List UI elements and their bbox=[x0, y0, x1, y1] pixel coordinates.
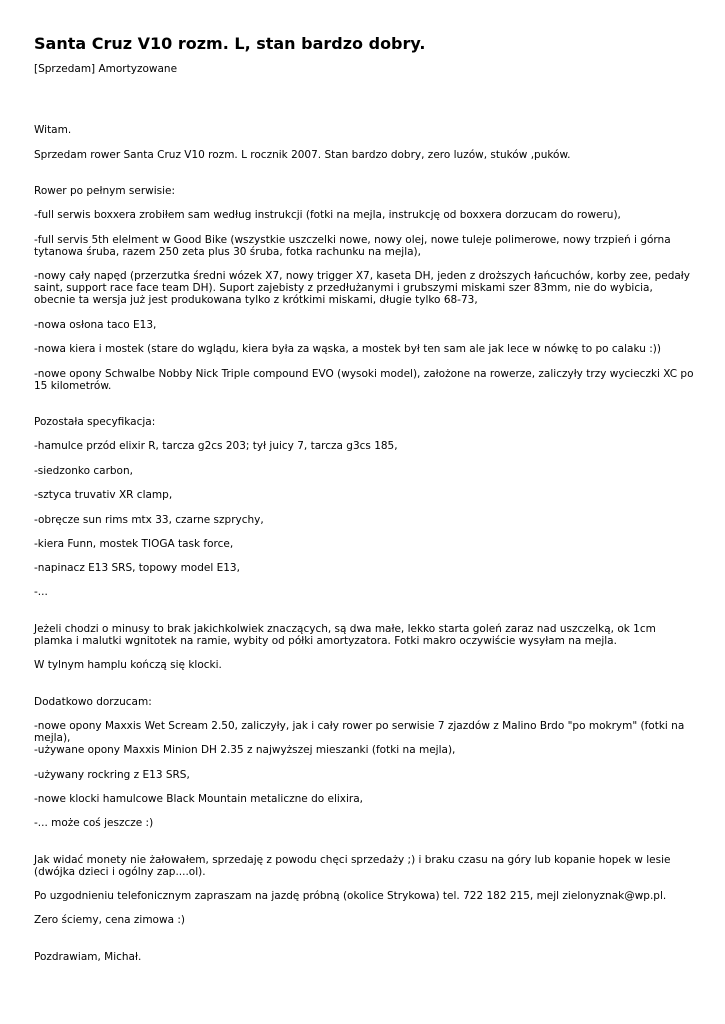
list-item-service-5th-element: -full servis 5th elelment w Good Bike (wszystkie uszczelki nowe, nowy olej, nowe tuleje polimerowe, nowy trzpień i górna tytanowa śruba, razem 250 zeta plus 30 śruba, fotka rachunku na mejla), bbox=[34, 234, 671, 258]
listing-category: [Sprzedam] Amortyzowane bbox=[34, 63, 178, 75]
brake-pads-note: W tylnym hamplu kończą się klocki. bbox=[34, 659, 222, 671]
price-note: Zero ściemy, cena zimowa :) bbox=[34, 914, 185, 926]
section-heading-spec: Pozostała specyfikacja: bbox=[34, 416, 156, 428]
intro-paragraph: Sprzedam rower Santa Cruz V10 rozm. L rocznik 2007. Stan bardzo dobry, zero luzów, stuków ,puków. bbox=[34, 149, 571, 161]
list-item-rims: -obręcze sun rims mtx 33, czarne szprychy, bbox=[34, 514, 264, 526]
section-heading-extras: Dodatkowo dorzucam: bbox=[34, 696, 152, 708]
list-item-drivetrain: -nowy cały napęd (przerzutka średni wózek X7, nowy trigger X7, kaseta DH, jeden z droższych łańcuchów, korby zee, pedały saint, support race face team DH). Suport zajebisty z przedłużanymi i grubszymi miskami szer 83mm, nie do wybicia, obecnie ta wersja już jest produkowana tylko z krótkimi miskami, długie tylko 68-73, bbox=[34, 270, 690, 306]
listing-title: Santa Cruz V10 rozm. L, stan bardzo dobry. bbox=[34, 34, 426, 53]
greeting: Witam. bbox=[34, 124, 72, 136]
list-item-ellipsis: -... bbox=[34, 586, 48, 598]
list-item-tires-schwalbe: -nowe opony Schwalbe Nobby Nick Triple compound EVO (wysoki model), założone na rowerze, zaliczyły trzy wycieczki XC po 15 kilometrów. bbox=[34, 368, 694, 392]
list-item-tensioner: -napinacz E13 SRS, topowy model E13, bbox=[34, 562, 240, 574]
list-item-service-boxxer: -full serwis boxxera zrobiłem sam według instrukcji (fotki na mejla, instrukcję od boxxera dorzucam do roweru), bbox=[34, 209, 621, 221]
list-item-taco: -nowa osłona taco E13, bbox=[34, 319, 157, 331]
list-item-brakes: -hamulce przód elixir R, tarcza g2cs 203; tył juicy 7, tarcza g3cs 185, bbox=[34, 440, 398, 452]
reason-paragraph: Jak widać monety nie żałowałem, sprzedaję z powodu chęci sprzedaży ;) i braku czasu na góry lub kopanie hopek w lesie (dwójka dzieci i ogólny zap....ol). bbox=[34, 854, 671, 878]
list-item-extra-wet-scream: -nowe opony Maxxis Wet Scream 2.50, zaliczyły, jak i cały rower po serwisie 7 zjazdów z Malino Brdo "po mokrym" (fotki na mejla), bbox=[34, 720, 685, 744]
list-item-extra-minion: -używane opony Maxxis Minion DH 2.35 z najwyższej mieszanki (fotki na mejla), bbox=[34, 744, 456, 756]
list-item-bar-stem: -nowa kiera i mostek (stare do wglądu, kiera była za wąska, a mostek był ten sam ale jak lece w nówkę to po calaku :)) bbox=[34, 343, 661, 355]
minuses-paragraph: Jeżeli chodzi o minusy to brak jakichkolwiek znaczących, są dwa małe, lekko starta goleń zaraz nad uszczelką, ok 1cm plamka i malutki wgnitotek na ramie, wybity od półki amortyzatora. Fotki makro oczywiście wysyłam na mejla. bbox=[34, 623, 656, 647]
list-item-extra-pads: -nowe klocki hamulcowe Black Mountain metaliczne do elixira, bbox=[34, 793, 364, 805]
signature: Pozdrawiam, Michał. bbox=[34, 951, 142, 963]
contact-paragraph: Po uzgodnieniu telefonicznym zapraszam na jazdę próbną (okolice Strykowa) tel. 722 182 215, mejl zielonyznak@wp.pl. bbox=[34, 890, 667, 902]
section-heading-service: Rower po pełnym serwisie: bbox=[34, 185, 176, 197]
list-item-saddle: -siedzonko carbon, bbox=[34, 465, 133, 477]
list-item-bar-stem-spec: -kiera Funn, mostek TIOGA task force, bbox=[34, 538, 234, 550]
list-item-seatpost: -sztyca truvativ XR clamp, bbox=[34, 489, 173, 501]
list-item-extra-more: -... może coś jeszcze :) bbox=[34, 817, 154, 829]
list-item-extra-rockring: -używany rockring z E13 SRS, bbox=[34, 769, 190, 781]
